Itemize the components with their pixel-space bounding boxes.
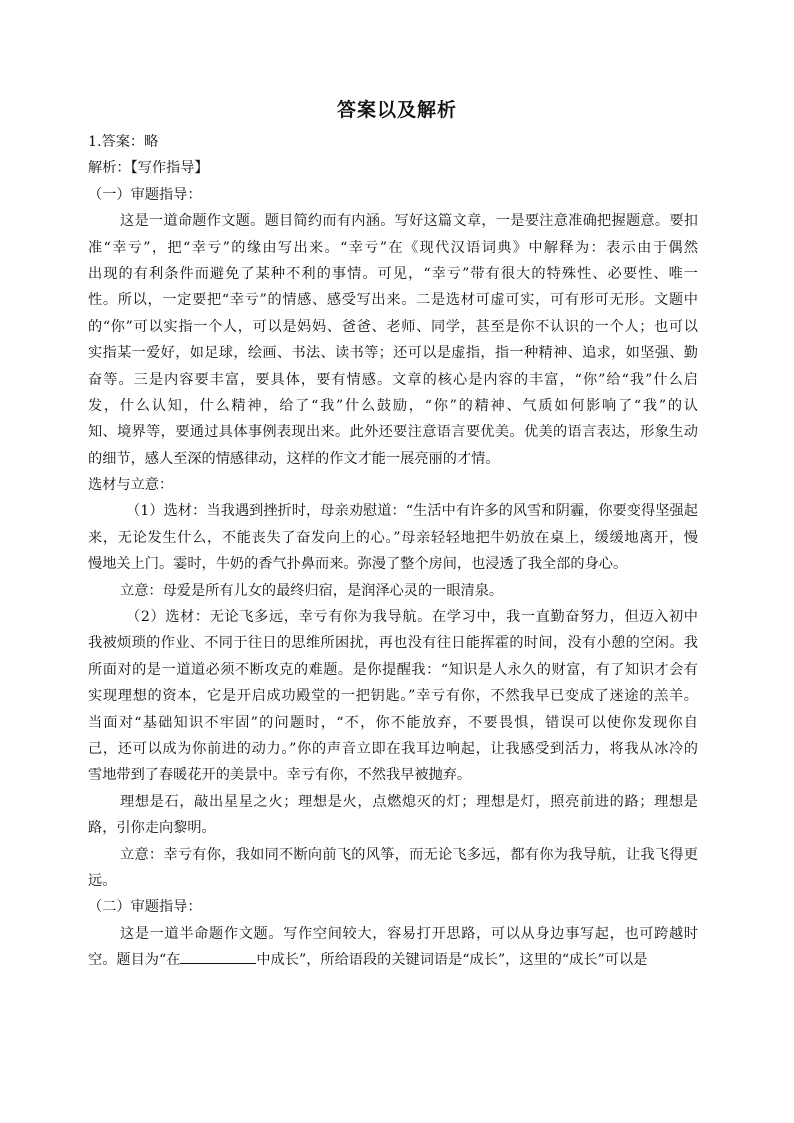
paragraph-line: 奋等。三是内容要丰富，要具体，要有情感。文章的核心是内容的丰富，“你”给“我”什么启 [88, 371, 698, 388]
paragraph-line-with-blank [88, 947, 698, 973]
paragraph-fragment: 空。题目为“在 [88, 952, 181, 969]
document-body [88, 129, 698, 974]
paragraph-fragment: 中成长”，所给语段的关键词语是“成长”，这里的“成长”可以是 [256, 952, 648, 969]
paragraph-line: 理想是石，敲出星星之火；理想是火，点燃熄灭的灯；理想是灯，照亮前进的路；理想是 [120, 793, 698, 810]
paragraph-line: 这是一道半命题作文题。写作空间较大，容易打开思路，可以从身边事写起，也可跨越时 [120, 925, 698, 942]
paragraph-line: 来，无论发生什么，不能丧失了奋发向上的心。”母亲轻轻地把牛奶放在桌上，缓缓地离开，慢 [88, 529, 698, 546]
paragraph-line: 己，还可以成为你前进的动力。”你的声音立即在我耳边响起，让我感受到活力，将我从冰冷的 [88, 740, 698, 757]
section-heading-2: （二）审题指导： [88, 899, 202, 916]
paragraph-line: 发，什么认知，什么精神，给了“我”什么鼓励，“你”的精神、气质如何影响了“我”的认 [88, 397, 698, 414]
page-title: 答案以及解析 [336, 99, 457, 121]
paragraph-line: 知、境界等，要通过具体事例表现出来。此外还要注意语言要优美。优美的语言表达，形象生动 [88, 424, 698, 441]
fill-in-blank [180, 949, 256, 964]
paragraph-line: 实指某一爱好，如足球，绘画、书法、读书等；还可以是虚指，指一种精神、追求，如坚强、勤 [88, 345, 698, 362]
paragraph-line: 路，引你走向黎明。 [88, 820, 216, 837]
paragraph-line: 的“你”可以实指一个人，可以是妈妈、爸爸、老师、同学，甚至是你不认识的一个人；也可以 [88, 318, 698, 335]
paragraph-line: 立意：幸亏有你，我如同不断向前飞的风筝，而无论飞多远，都有你为我导航，让我飞得更 [120, 846, 698, 863]
paragraph-line: 性。所以，一定要把“幸亏”的情感、感受写出来。二是选材可虚可实，可有形可无形。文题中 [88, 292, 698, 309]
paragraph-line: （1）选材：当我遇到挫折时，母亲劝慰道：“生活中有许多的风雪和阴霾，你要变得坚强起 [126, 503, 698, 520]
material-heading: 选材与立意： [88, 477, 174, 494]
analysis-heading: 解析：【写作指导】 [88, 160, 209, 177]
paragraph-line: 慢地关上门。霎时，牛奶的香气扑鼻而来。弥漫了整个房间，也浸透了我全部的身心。 [88, 556, 628, 573]
paragraph-line: 出现的有利条件而避免了某种不利的事情。可见，“幸亏”带有很大的特殊性、必要性、唯一 [88, 265, 698, 282]
paragraph-line: （2）选材：无论飞多远，幸亏有你为我导航。在学习中，我一直勤奋努力，但迈入初中 [126, 609, 698, 626]
paragraph-line: 的细节，感人至深的情感律动，这样的作文才能一展亮丽的才情。 [88, 450, 500, 467]
paragraph-line: 所面对的是一道道必须不断攻克的难题。是你提醒我：“知识是人永久的财富，有了知识才会有 [88, 661, 698, 678]
paragraph-line: 雪地带到了春暖花开的美景中。幸亏有你，不然我早被抛弃。 [88, 767, 472, 784]
paragraph-line: 我被烦琐的作业、不同于往日的思维所困扰，再也没有往日能挥霍的时间，没有小憩的空闲。我 [88, 635, 698, 652]
paragraph-line: 这是一道命题作文题。题目简约而有内涵。写好这篇文章，一是要注意准确把握题意。要扣 [120, 213, 698, 230]
paragraph-line: 远。 [88, 872, 117, 889]
paragraph-line: 当面对“基础知识不牢固”的问题时，“不，你不能放弃，不要畏惧，错误可以使你发现你自 [88, 714, 698, 731]
section-heading-1: （一）审题指导： [88, 186, 202, 203]
paragraph-line: 立意：母爱是所有儿女的最终归宿，是润泽心灵的一眼清泉。 [120, 582, 504, 599]
answer-line: 1.答案：略 [88, 134, 159, 150]
paragraph-line: 实现理想的资本，它是开启成功殿堂的一把钥匙。”幸亏有你，不然我早已变成了迷途的羔羊。 [88, 688, 698, 705]
paragraph-line: 准“幸亏”，把“幸亏”的缘由写出来。“幸亏”在《现代汉语词典》中解释为：表示由于偶然 [88, 239, 698, 256]
